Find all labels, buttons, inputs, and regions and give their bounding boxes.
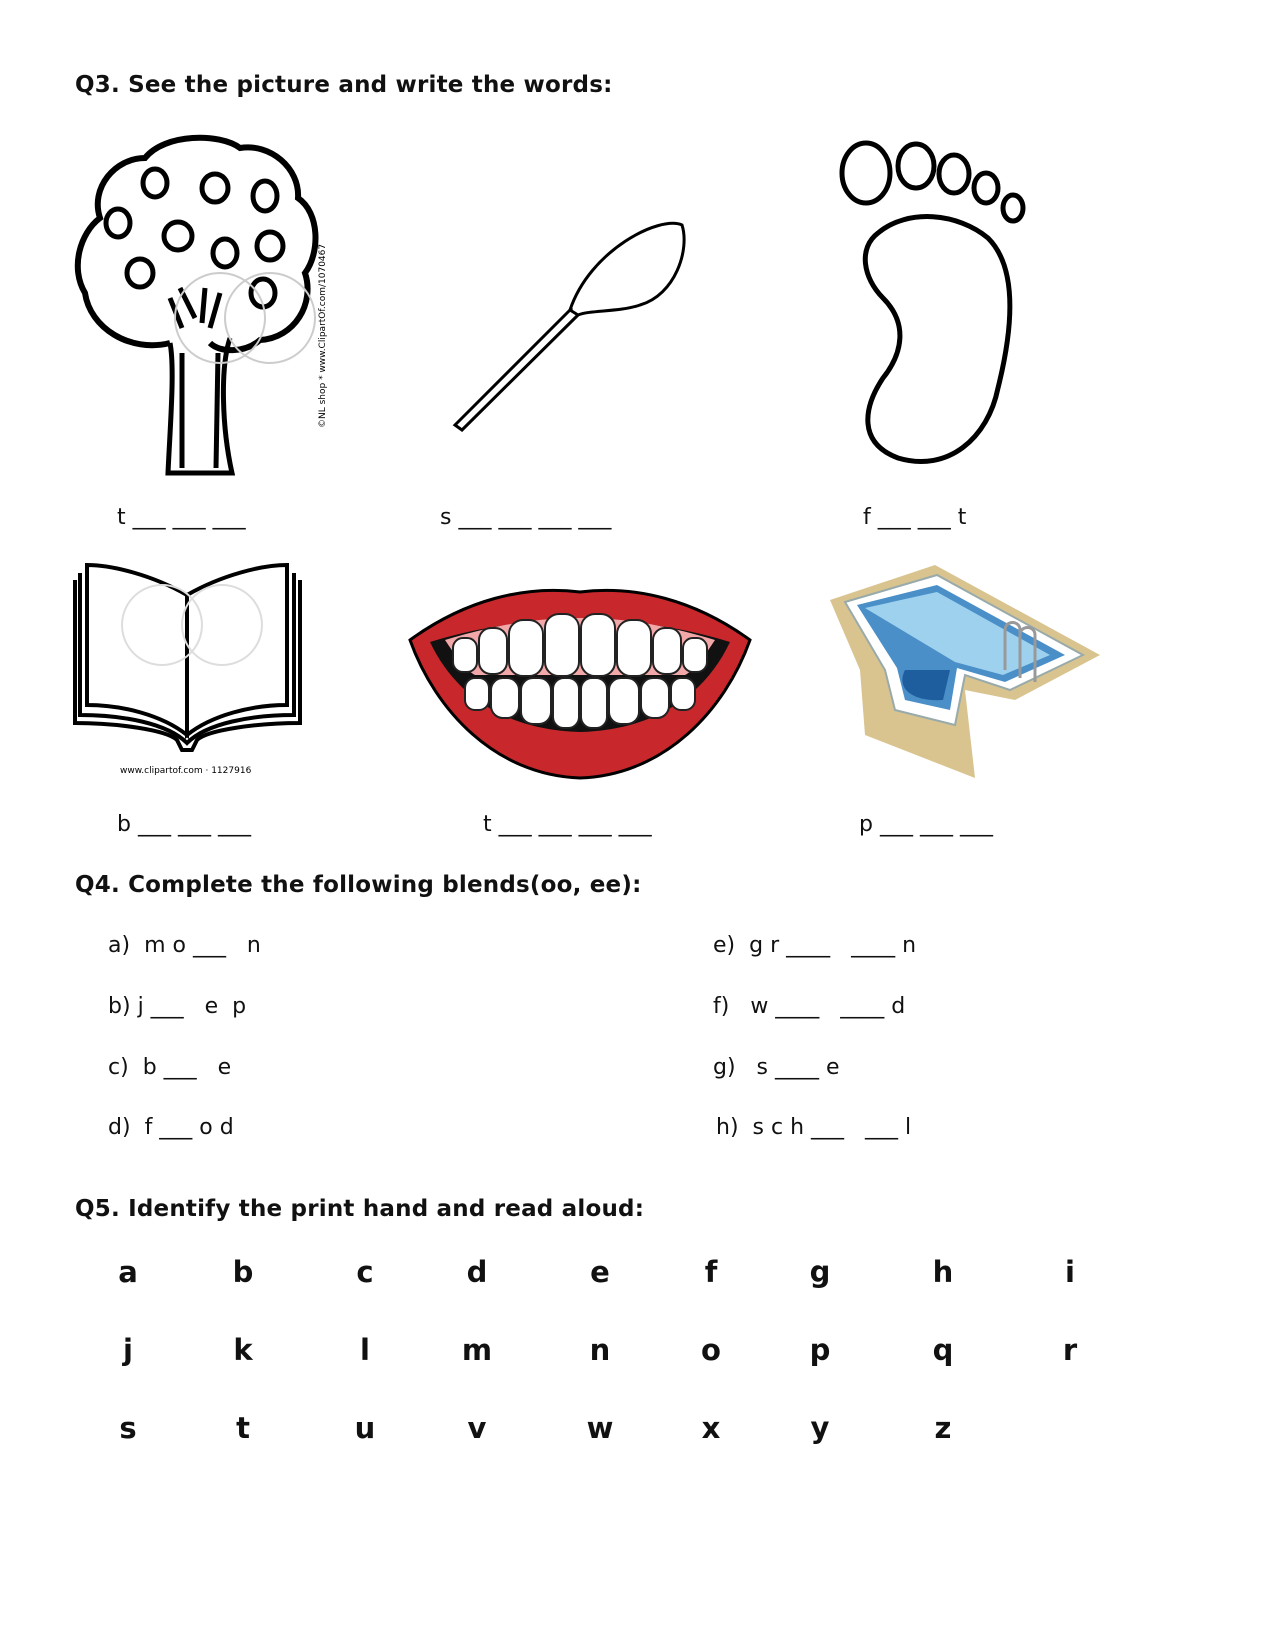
letter-s: s	[119, 1411, 137, 1445]
letter-u: u	[354, 1411, 376, 1445]
blend-item-c[interactable]: c) b ___ e	[108, 1055, 232, 1080]
blend-item-b[interactable]: b) j ___ e p	[108, 994, 247, 1019]
blend-item-g[interactable]: g) s ____ e	[713, 1055, 840, 1080]
teeth-picture	[405, 580, 755, 785]
letter-z: z	[934, 1411, 952, 1445]
letter-b: b	[232, 1255, 254, 1289]
letter-f: f	[704, 1255, 718, 1289]
letter-o: o	[701, 1333, 721, 1367]
letter-t: t	[236, 1411, 250, 1445]
letter-q: q	[932, 1333, 954, 1367]
tree-picture	[70, 128, 340, 488]
blend-item-h[interactable]: h) s c h ___ ___ l	[716, 1115, 912, 1140]
blend-item-f[interactable]: f) w ____ ____ d	[713, 994, 906, 1019]
letter-n: n	[589, 1333, 611, 1367]
letter-g: g	[809, 1255, 831, 1289]
letter-j: j	[123, 1333, 133, 1367]
blend-item-d[interactable]: d) f ___ o d	[108, 1115, 234, 1140]
answer-foot[interactable]: f ___ ___ t	[863, 505, 967, 530]
letter-x: x	[701, 1411, 721, 1445]
foot-picture	[838, 138, 1038, 478]
q3-heading: Q3. See the picture and write the words:	[75, 72, 613, 98]
letter-e: e	[590, 1255, 610, 1289]
q5-heading: Q5. Identify the print hand and read aloud:	[75, 1196, 645, 1222]
answer-book[interactable]: b ___ ___ ___	[117, 812, 251, 837]
letter-k: k	[233, 1333, 253, 1367]
letter-d: d	[466, 1255, 488, 1289]
answer-tree[interactable]: t ___ ___ ___	[117, 505, 246, 530]
letter-c: c	[356, 1255, 374, 1289]
blend-item-a[interactable]: a) m o ___ n	[108, 933, 261, 958]
letter-v: v	[467, 1411, 487, 1445]
book-picture	[72, 555, 312, 780]
letter-y: y	[810, 1411, 830, 1445]
letter-r: r	[1062, 1333, 1078, 1367]
blend-item-e[interactable]: e) g r ____ ____ n	[713, 933, 917, 958]
letter-h: h	[932, 1255, 954, 1289]
letter-i: i	[1065, 1255, 1075, 1289]
answer-teeth[interactable]: t ___ ___ ___ ___	[483, 812, 652, 837]
letter-m: m	[461, 1333, 493, 1367]
spoon-picture	[450, 210, 710, 440]
pool-picture	[825, 560, 1105, 780]
letter-l: l	[360, 1333, 370, 1367]
letter-w: w	[586, 1411, 614, 1445]
letter-a: a	[118, 1255, 138, 1289]
book-credit: www.clipartof.com · 1127916	[120, 766, 252, 776]
letter-p: p	[809, 1333, 831, 1367]
tree-credit: ©NL shop * www.ClipartOf.com/1070467	[318, 243, 328, 428]
q4-heading: Q4. Complete the following blends(oo, ee):	[75, 872, 642, 898]
answer-pool[interactable]: p ___ ___ ___	[859, 812, 993, 837]
answer-spoon[interactable]: s ___ ___ ___ ___	[440, 505, 612, 530]
